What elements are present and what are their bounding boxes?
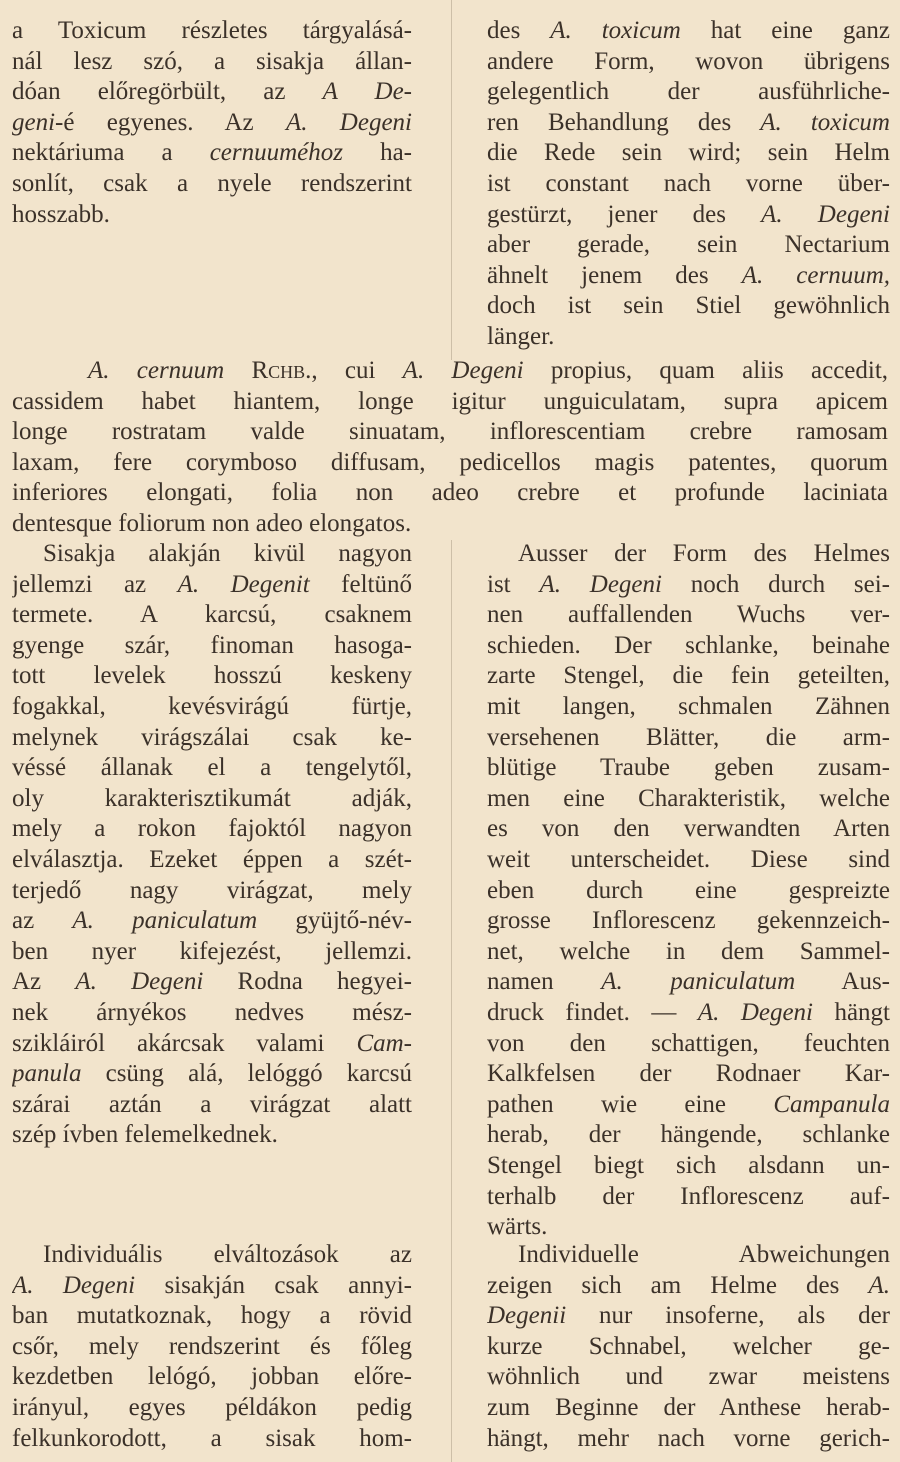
text-line [487, 813, 890, 844]
text-segment: termete. A karcsú, csaknem [12, 601, 412, 629]
text-segment: Kalkfelsen der Rodnaer Kar- [487, 1060, 890, 1088]
text-segment: laxam, fere corymboso diffusam, pedicellos magis patentes, quorum [12, 448, 888, 476]
text-line [12, 76, 412, 107]
german-column-paragraph-3 [487, 1239, 890, 1453]
italic-taxon-name: Degenii [487, 1302, 567, 1330]
text-line [487, 1361, 890, 1392]
text-segment: terhalb der Inflorescenz auf- [487, 1182, 890, 1210]
text-line [12, 1392, 412, 1423]
text-segment: nen auffallenden Wuchs ver- [487, 601, 890, 629]
text-segment: jellemzi az [12, 570, 178, 598]
text-segment: propius, quam aliis accedit, [523, 357, 888, 384]
text-line [12, 1361, 412, 1392]
text-segment: cassidem habet hiantem, longe igitur unguiculatam, supra apicem [12, 387, 888, 415]
text-segment: sonlít, csak a nyele rendszerint [12, 170, 412, 197]
text-line [12, 447, 888, 478]
text-line [12, 416, 888, 447]
text-segment: ist constant nach vorne über- [487, 170, 890, 197]
text-segment: kezdetben lelógó, jobban előre- [12, 1363, 412, 1391]
text-segment: ist [487, 570, 540, 598]
text-segment: a Toxicum részletes tárgyalásá- [12, 17, 412, 44]
text-segment: elválasztja. Ezeket éppen a szét- [12, 846, 412, 873]
text-segment: dóan előregörbült, az [12, 78, 323, 106]
text-segment: hosszabb. [12, 200, 110, 228]
text-segment: druck findet. — [487, 999, 698, 1026]
text-segment: feltünő [309, 570, 412, 598]
text-segment: csőr, mely rendszerint és főleg [12, 1332, 412, 1360]
italic-taxon-name: A. cernuum, [741, 261, 890, 289]
text-segment: herab, der hängende, schlanke [487, 1121, 890, 1149]
text-line [487, 1058, 890, 1089]
text-line [487, 1270, 890, 1301]
text-segment: wärts. [487, 1213, 548, 1241]
italic-taxon-name: A. Degeni [402, 357, 524, 384]
text-segment: csüng alá, lelóggó karcsú [81, 1060, 412, 1088]
text-line [487, 783, 890, 814]
german-column-paragraph-2 [487, 538, 890, 1242]
text-line [487, 722, 890, 753]
text-segment: zeigen sich am Helme des [487, 1271, 869, 1299]
text-segment: szép ívben felemelkednek. [12, 1121, 278, 1149]
author-abbreviation: Rchb. [251, 357, 312, 384]
text-line [12, 46, 412, 77]
text-segment: nektáriuma a [12, 139, 210, 167]
text-line [12, 905, 412, 936]
text-line [487, 199, 890, 230]
italic-taxon-name: A. toxicum [550, 17, 681, 44]
text-segment: gyüjtő-név- [257, 907, 412, 935]
text-segment: ha- [343, 139, 412, 167]
text-line [12, 844, 412, 875]
text-segment: ren Behandlung des [487, 108, 761, 136]
text-segment: Stengel biegt sich alsdann un- [487, 1152, 890, 1179]
text-line [12, 630, 412, 661]
text-segment: , cui [311, 357, 403, 384]
italic-taxon-name: A. Degenit [177, 570, 310, 598]
text-line [487, 1028, 890, 1059]
text-line [12, 15, 412, 46]
text-segment: fogakkal, kevésvirágú fürtje, [12, 693, 412, 720]
italic-taxon-name: panula [12, 1060, 82, 1088]
text-line [487, 107, 890, 138]
text-segment: länger. [487, 323, 555, 350]
text-segment: versehenen Blätter, die arm- [487, 723, 890, 751]
text-line [487, 1300, 890, 1331]
column-divider-top [451, 0, 452, 360]
text-segment: nur insoferne, als der [566, 1302, 890, 1330]
text-line [12, 137, 412, 168]
text-segment: andere Form, wovon übrigens [487, 47, 890, 75]
italic-taxon-name: A De- [322, 78, 412, 106]
text-segment: irányul, egyes példákon pedig [12, 1394, 412, 1421]
text-segment: ähnelt jenem des [487, 261, 742, 289]
text-line [487, 660, 890, 691]
text-segment: tott levelek hosszú keskeny [12, 662, 412, 690]
text-segment: Az [12, 968, 76, 996]
text-line [12, 997, 412, 1028]
text-line [487, 1150, 890, 1181]
text-segment: gestürzt, jener des [487, 200, 762, 228]
text-segment: grosse Inflorescenz gekennzeich- [487, 907, 890, 935]
text-segment: namen [487, 968, 602, 996]
text-segment: schieden. Der schlanke, beinahe [487, 631, 890, 659]
text-segment: az [12, 907, 73, 935]
text-segment: men eine Charakteristik, welche [487, 784, 890, 812]
text-segment: gyenge szár, finoman hasoga- [12, 631, 412, 659]
text-line [487, 905, 890, 936]
text-segment: terjedő nagy virágzat, mely [12, 876, 412, 904]
text-line [12, 538, 412, 569]
text-line [12, 386, 888, 417]
text-line [487, 46, 890, 77]
text-line [487, 997, 890, 1028]
text-segment: inferiores elongati, folia non adeo crebre et profunde laciniata [12, 479, 888, 507]
text-segment: Aus- [795, 968, 890, 996]
text-line [487, 1211, 890, 1242]
text-segment: aber gerade, sein Nectarium [487, 231, 890, 259]
text-segment: net, welche in dem Sammel- [487, 937, 890, 965]
text-line [487, 875, 890, 906]
text-segment: felkunkorodott, a sisak hom- [12, 1424, 412, 1452]
text-segment: pathen wie eine [487, 1090, 774, 1118]
text-segment: mit langen, schmalen Zähnen [487, 693, 890, 720]
text-line [12, 1089, 412, 1120]
text-line [12, 508, 888, 539]
italic-taxon-name: Campanula [773, 1090, 890, 1118]
text-segment: blütige Traube geben zusam- [487, 754, 890, 782]
text-line [487, 1423, 890, 1454]
italic-taxon-name: A. Degeni [697, 999, 814, 1026]
text-line [487, 1392, 890, 1423]
text-segment: kurze Schnabel, welcher ge- [487, 1332, 890, 1360]
text-line [12, 1058, 412, 1089]
text-segment: eben durch eine gespreizte [487, 876, 890, 904]
hungarian-column-paragraph-3 [12, 1239, 412, 1453]
text-line [487, 229, 890, 260]
text-line [12, 813, 412, 844]
text-segment: gelegentlich der ausführliche- [487, 78, 890, 106]
text-line [12, 936, 412, 967]
text-line [12, 599, 412, 630]
text-line [12, 1119, 412, 1150]
text-line [487, 15, 890, 46]
text-segment: doch ist sein Stiel gewöhnlich [487, 292, 890, 320]
text-line [487, 168, 890, 199]
text-segment: hat eine ganz [680, 17, 890, 44]
italic-taxon-name: A. paniculatum [601, 968, 796, 996]
text-segment: Ausser der Form des Helmes [518, 540, 890, 567]
text-segment: hängt, mehr nach vorne gerich- [487, 1424, 890, 1452]
text-segment: wöhnlich und zwar meistens [487, 1363, 890, 1391]
italic-taxon-name: A. [868, 1271, 890, 1299]
italic-taxon-name: A. toxicum [760, 108, 890, 136]
italic-taxon-name: A. Degeni [539, 570, 662, 598]
text-line [487, 752, 890, 783]
text-line [12, 1028, 412, 1059]
text-segment: longe rostratam valde sinuatam, inflorescentiam crebre ramosam [12, 418, 888, 446]
italic-taxon-name: A. Degeni [285, 108, 412, 136]
text-segment: oly karakterisztikumát adják, [12, 784, 412, 812]
text-segment: véssé állanak el a tengelytől, [12, 754, 412, 782]
text-segment: nek árnyékos nedves mész- [12, 999, 412, 1026]
text-line [487, 599, 890, 630]
text-segment: dentesque foliorum non adeo elongatos. [12, 510, 412, 537]
text-segment: Rodna hegyei- [203, 968, 412, 996]
german-column-paragraph-1 [487, 15, 890, 352]
text-segment: die Rede sein wird; sein Helm [487, 139, 890, 167]
text-line [12, 477, 888, 508]
text-segment: Sisakja alakján kivül nagyon [43, 540, 412, 567]
text-segment: ben nyer kifejezést, jellemzi. [12, 937, 412, 965]
text-line [487, 290, 890, 321]
text-line [12, 1331, 412, 1362]
text-line [487, 844, 890, 875]
text-segment: zarte Stengel, die fein geteilten, [487, 662, 890, 690]
hungarian-column-paragraph-1 [12, 15, 412, 229]
text-line [487, 966, 890, 997]
text-segment: szárai aztán a virágzat alatt [12, 1090, 412, 1118]
text-segment: von den schattigen, feuchten [487, 1029, 890, 1057]
text-line [487, 569, 890, 600]
text-segment: noch durch sei- [661, 570, 890, 598]
italic-taxon-name: A. Degeni [761, 200, 890, 228]
text-line [487, 1181, 890, 1212]
column-divider-bottom [451, 540, 452, 1462]
text-segment: des [487, 17, 551, 44]
text-line [487, 321, 890, 352]
text-line [12, 660, 412, 691]
text-line [12, 722, 412, 753]
italic-taxon-name: A. cernuum [88, 357, 225, 384]
italic-taxon-name: Cam- [356, 1029, 412, 1057]
text-segment: Individuális elváltozások az [43, 1241, 412, 1268]
italic-taxon-name: A. Degeni [75, 968, 204, 996]
text-line [12, 783, 412, 814]
text-line [487, 1331, 890, 1362]
italic-taxon-name: cernuuméhoz [209, 139, 343, 167]
text-line [487, 137, 890, 168]
text-segment: szikláiról akárcsak valami [12, 1029, 357, 1057]
text-line [487, 1239, 890, 1270]
text-line [487, 1119, 890, 1150]
text-segment: mely a rokon fajoktól nagyon [12, 815, 412, 843]
text-segment: melynek virágszálai csak ke- [12, 723, 412, 751]
text-line [12, 966, 412, 997]
text-line [487, 76, 890, 107]
text-line [12, 1239, 412, 1270]
hungarian-column-paragraph-2 [12, 538, 412, 1150]
text-line [487, 691, 890, 722]
text-line [487, 538, 890, 569]
text-line [12, 752, 412, 783]
text-segment: weit unterscheidet. Diese sind [487, 846, 890, 873]
text-segment: zum Beginne der Anthese herab- [487, 1394, 890, 1421]
text-segment: nál lesz szó, a sisakja állan- [12, 47, 412, 75]
italic-taxon-name: A. Degeni [12, 1271, 136, 1299]
text-segment: -é egyenes. Az [55, 108, 286, 136]
italic-taxon-name: A. paniculatum [72, 907, 258, 935]
text-line [487, 1089, 890, 1120]
text-line [12, 1270, 412, 1301]
text-line [12, 199, 412, 230]
italic-taxon-name: geni [12, 108, 56, 136]
text-line [12, 107, 412, 138]
text-segment: hängt [813, 999, 890, 1026]
text-segment [224, 357, 251, 384]
text-line [12, 1300, 412, 1331]
text-line [12, 569, 412, 600]
text-segment: ban mutatkoznak, hogy a rövid [12, 1302, 412, 1330]
text-line [487, 630, 890, 661]
text-line [12, 691, 412, 722]
text-segment: Individuelle Abweichungen [518, 1241, 890, 1268]
text-line [12, 168, 412, 199]
text-line [12, 875, 412, 906]
latin-full-width-paragraph [12, 355, 888, 539]
text-line [487, 260, 890, 291]
text-segment: es von den verwandten Arten [487, 815, 890, 843]
text-segment: sisakján csak annyi- [135, 1271, 412, 1299]
text-line [487, 936, 890, 967]
text-line [12, 355, 888, 386]
text-line [12, 1423, 412, 1454]
